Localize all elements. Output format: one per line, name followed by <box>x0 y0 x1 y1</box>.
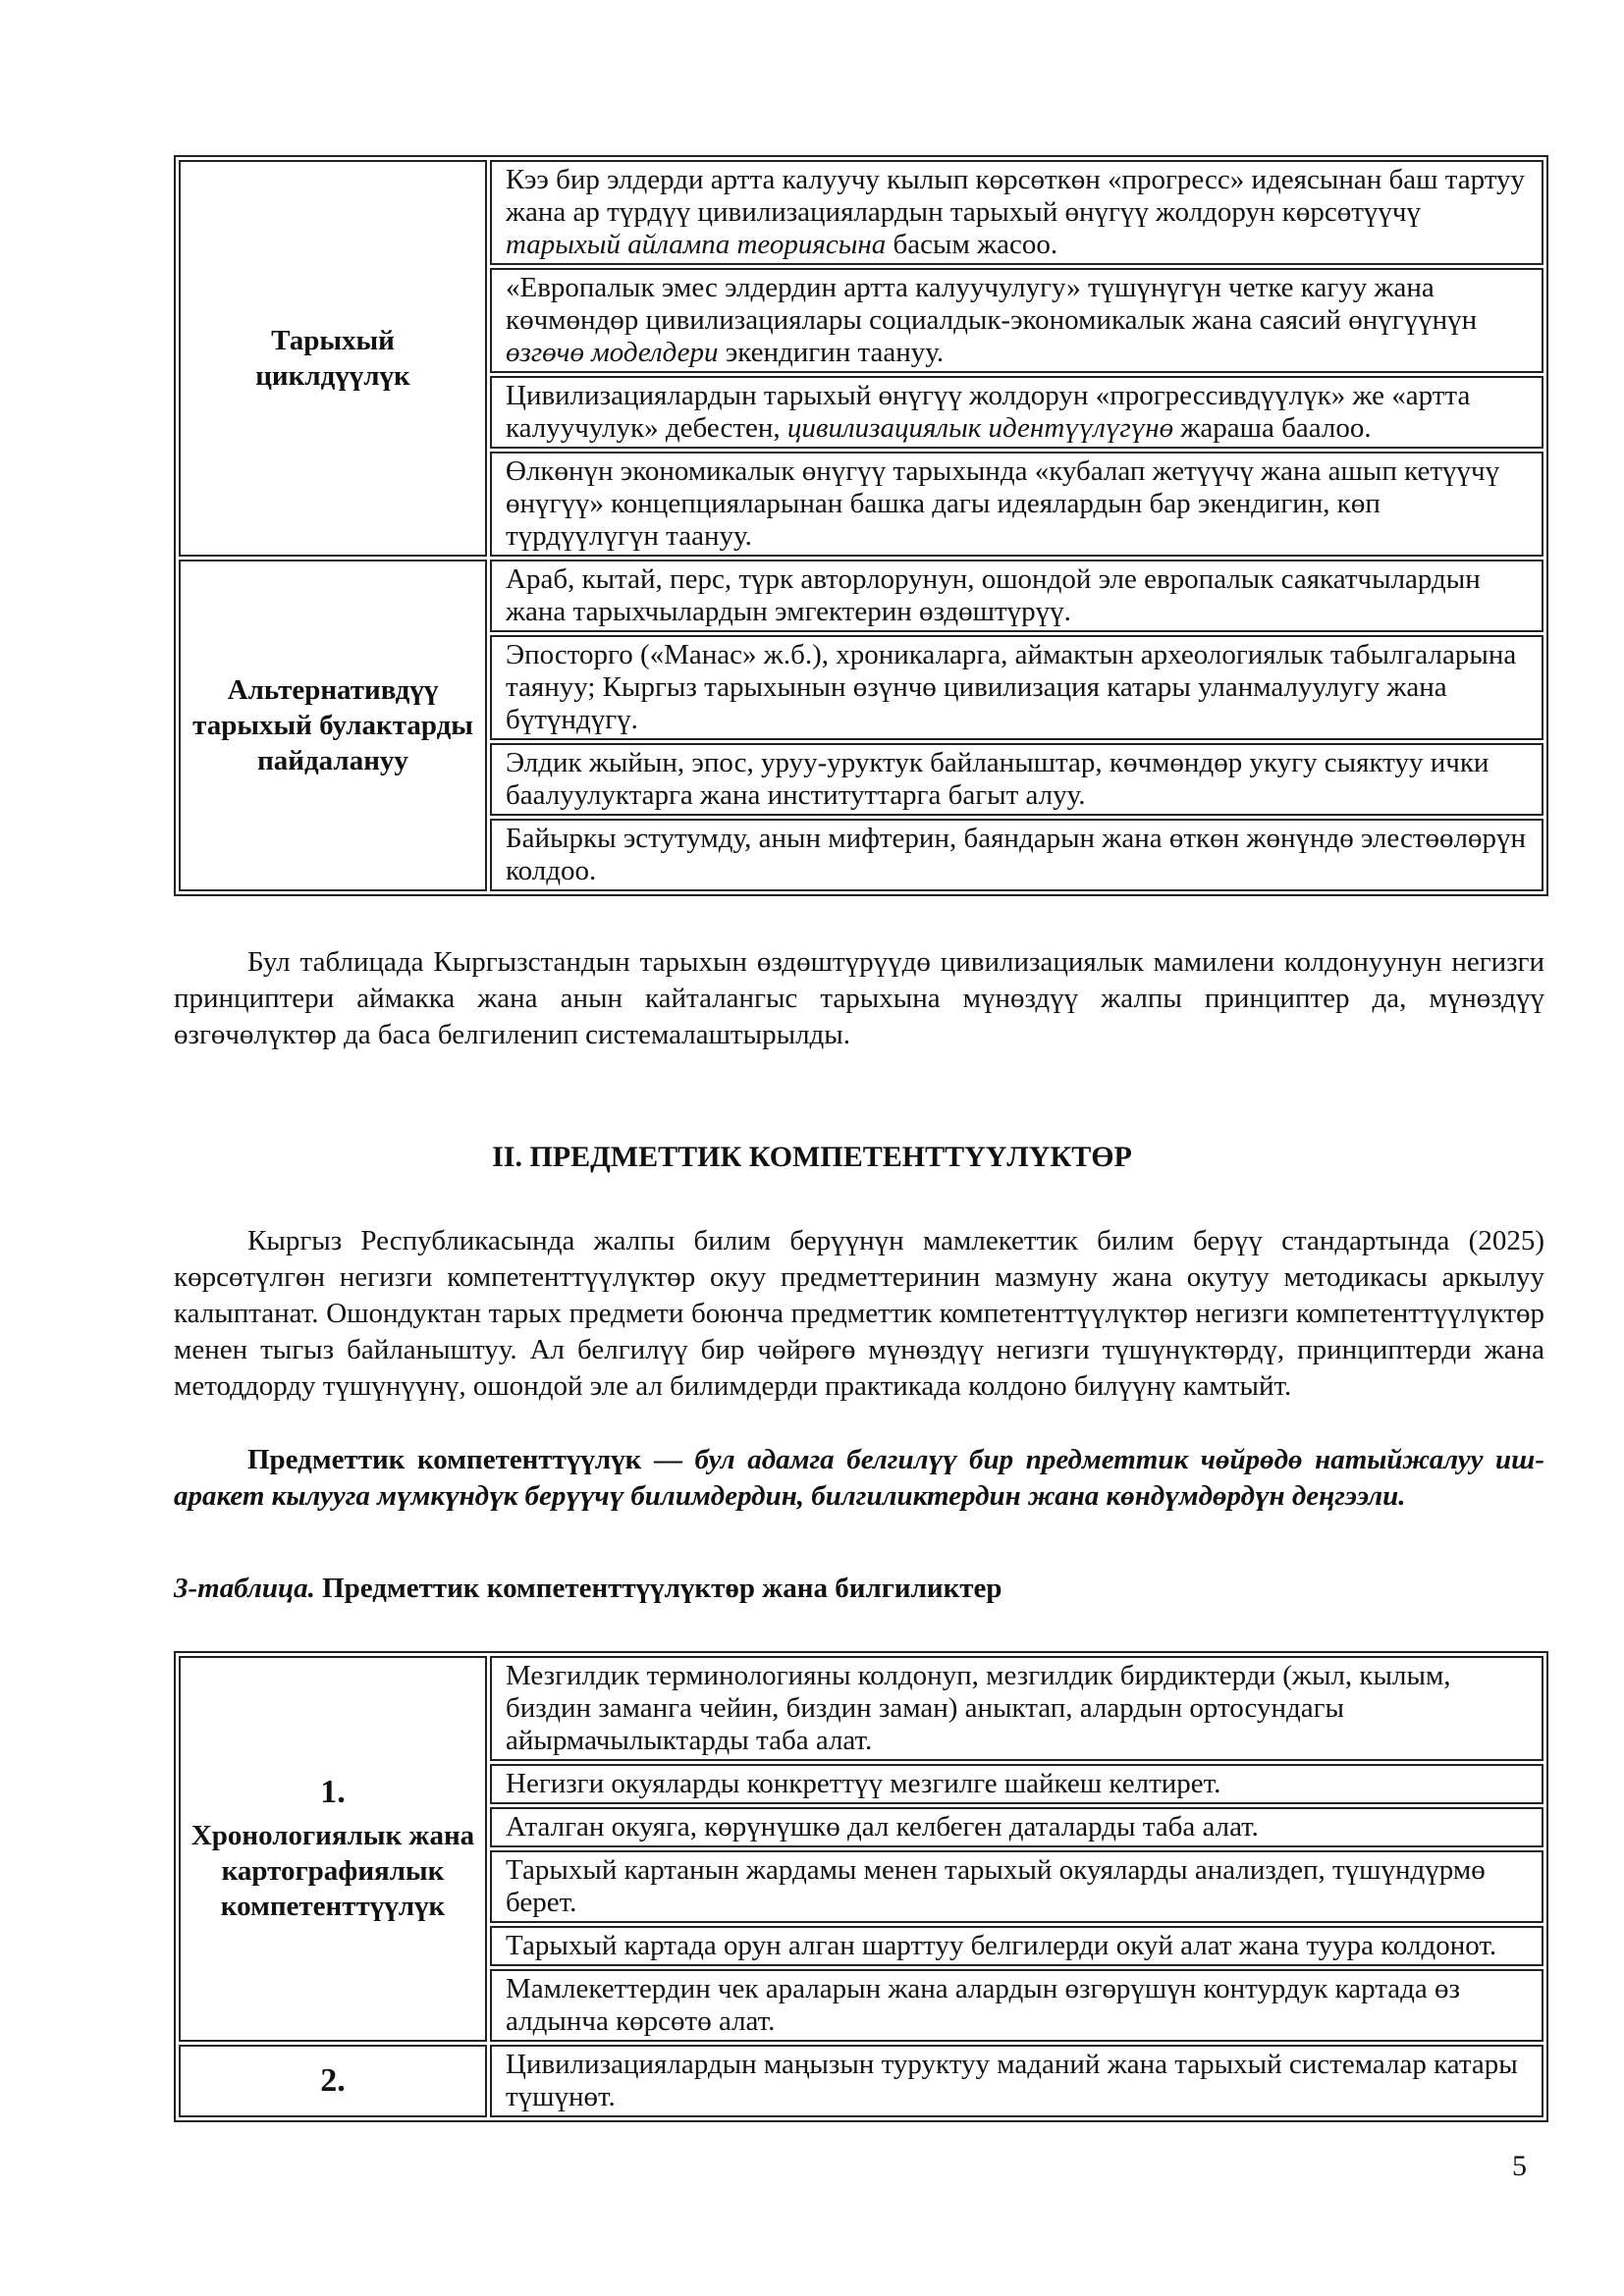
table-row-label: 1. Хронологиялык жана картографиялык компетенттүүлүк <box>179 1656 487 2042</box>
competencies-table <box>174 1651 1548 2122</box>
table-cell: Цивилизациялардын тарыхый өнүгүү жолдорун «прогрессивдүүлүк» же «артта калуучулук» дебестен, цивилизациялык идентүүлүгүнө жараша баалоо. <box>490 376 1543 449</box>
table-cell: Эпосторго («Манас» ж.б.), хроникаларга, аймактын археологиялык табылгаларына таянуу; Кыргыз тарыхынын өзүнчө цивилизация катары уланмалуулугу жана бүтүндүгү. <box>490 635 1543 740</box>
table-row-label: Альтернативдүү тарыхый булактарды пайдалануу <box>179 560 487 891</box>
table-cell: «Европалык эмес элдердин артта калуучулугу» түшүнүгүн четке кагуу жана көчмөндөр цивилизациялары социалдык-экономикалык жана саясий өнүгүүнүн өзгөчө моделдери экендигин таануу. <box>490 268 1543 373</box>
table-cell: Тарыхый картада орун алган шарттуу белгилерди окуй алат жана туура колдонот. <box>490 1926 1543 1966</box>
table-cell: Араб, кытай, перс, түрк авторлорунун, ошондой эле европалык саякатчылардын жана тарыхчылардын эмгектерин өздөштүрүү. <box>490 560 1543 632</box>
row-number: 1. <box>320 1773 346 1810</box>
section-heading: II. ПРЕДМЕТТИК КОМПЕТЕНТТҮҮЛҮКТӨР <box>492 1141 1132 1173</box>
table-cell: Элдик жыйын, эпос, уруу-уруктук байланыштар, көчмөндөр укугу сыяктуу ички баалуулуктарга жана институттарга багыт алуу. <box>490 743 1543 816</box>
definition-text: бул адамга белгилүү бир предметтик чөйрөдө натыйжалуу иш-аракет кылууга мүмкүндүк берүүчү билимдердин, билгиликтердин жана көндүмдөрдүн деңгээли. <box>174 1444 1545 1512</box>
table-cell: Мамлекеттердин чек араларын жана алардын өзгөрүшүн контурдук картада өз алдынча көрсөтө алат. <box>490 1969 1543 2042</box>
table-cell: Мезгилдик терминологияны колдонуп, мезгилдик бирдиктерди (жыл, кылым, биздин заманга чейин, биздин заман) аныктап, алардын ортосундагы айырмачылыктарды таба алат. <box>490 1656 1543 1761</box>
table-caption: 3-таблица. Предметтик компетенттүүлүктөр жана билгиликтер <box>174 1573 1002 1604</box>
row-number: 2. <box>320 2062 346 2099</box>
table-cell: Байыркы эстутумду, анын мифтерин, баяндарын жана өткөн жөнүндө элестөөлөрүн колдоо. <box>490 819 1543 891</box>
page-number: 5 <box>1512 2150 1527 2182</box>
summary-paragraph: Бул таблицада Кыргызстандын тарыхын өздөштүрүүдө цивилизациялык мамилени колдонуунун негизги принциптери аймакка жана анын кайталангыс тарыхына мүнөздүү жалпы принциптер да, мүнөздүү өзгөчөлүктөр да баса белгиленип системалаштырылды. <box>174 946 1544 1050</box>
table-cell: Цивилизациялардын маңызын туруктуу маданий жана тарыхый системалар катары түшүнөт. <box>490 2045 1543 2117</box>
table-row-label <box>179 2045 487 2117</box>
table-cell: Өлкөнүн экономикалык өнүгүү тарыхында «кубалап жетүүчү жана ашып кетүүчү өнүгүү» концепцияларынан башка дагы идеялардын бар экендигин, көп түрдүүлүгүн таануу. <box>490 452 1543 557</box>
table-cell: Кээ бир элдерди артта калуучу кылып көрсөткөн «прогресс» идеясынан баш тартуу жана ар түрдүү цивилизациялардын тарыхый өнүгүү жолдорун көрсөтүүчү тарыхый айлампа теориясына басым жасоо. <box>490 160 1543 265</box>
principles-table <box>174 155 1548 896</box>
table-cell: Аталган окуяга, көрүнүшкө дал келбеген даталарды таба алат. <box>490 1807 1543 1847</box>
intro-paragraph: Кыргыз Республикасында жалпы билим берүүнүн мамлекеттик билим берүү стандартында (2025) көрсөтүлгөн негизги компетенттүүлүктөр окуу предметтеринин мазмуну жана окутуу методикасы аркылуу калыптанат. Ошондуктан тарых предмети боюнча предметтик компетенттүүлүктөр негизги компетенттүүлүктөр менен тыгыз байланыштуу. Ал белгилүү бир чөйрөгө мүнөздүү негизги түшүнүктөрдү, принциптерди жана методдорду түшүнүүнү, ошондой эле ал билимдерди практикада колдоно билүүнү камтыйт. <box>174 1225 1544 1402</box>
definition-paragraph: Предметтик компетенттүүлүк — бул адамга белгилүү бир предметтик чөйрөдө натыйжалуу иш-аракет кылууга мүмкүндүк берүүчү билимдердин, билгиликтердин жана көндүмдөрдүн деңгээли. <box>174 1444 1545 1512</box>
definition-term: Предметтик компетенттүүлүк <box>247 1444 642 1475</box>
table-cell: Негизги окуяларды конкреттүү мезгилге шайкеш келтирет. <box>490 1764 1543 1804</box>
table-row-label: Тарыхый циклдүүлүк <box>179 160 487 557</box>
table-cell: Тарыхый картанын жардамы менен тарыхый окуяларды анализдеп, түшүндүрмө берет. <box>490 1850 1543 1923</box>
